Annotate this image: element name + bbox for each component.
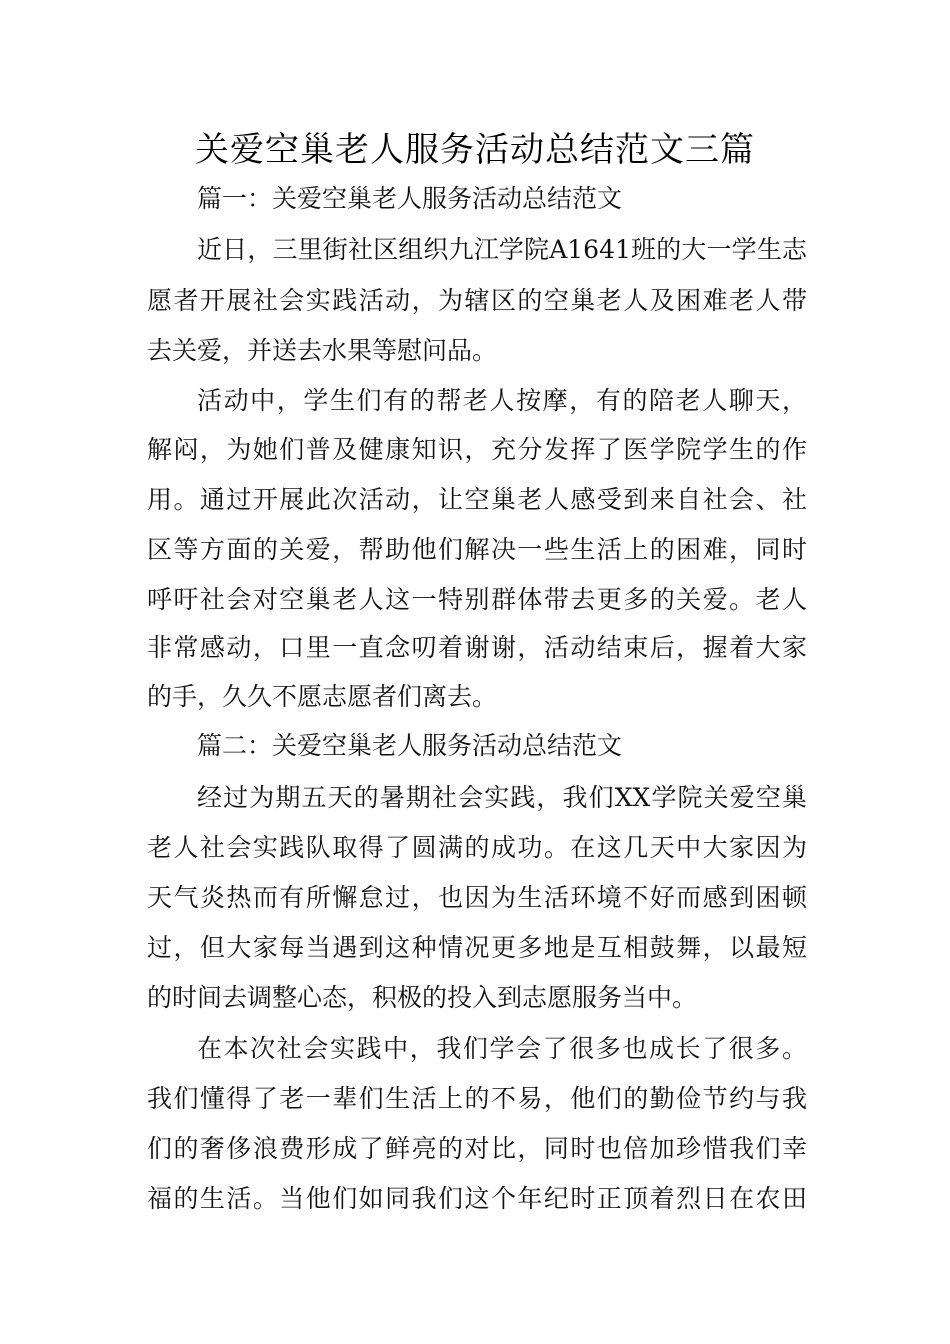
section-heading-2: 篇二：关爱空巢老人服务活动总结范文 [197, 731, 623, 760]
paragraph-line: 福的生活。当他们如同我们这个年纪时正顶着烈日在农田 [147, 1184, 807, 1213]
paragraph-line: 去关爱，并送去水果等慰问品。 [147, 336, 498, 365]
paragraph-line: 活动中，学生们有的帮老人按摩，有的陪老人聊天， [197, 386, 807, 415]
paragraph-line: 的手，久久不愿志愿者们离去。 [147, 682, 498, 711]
paragraph-line: 经过为期五天的暑期社会实践，我们XX学院关爱空巢 [197, 783, 807, 812]
paragraph-line: 近日，三里街社区组织九江学院A1641班的大一学生志 [197, 235, 807, 264]
paragraph-line: 的时间去调整心态，积极的投入到志愿服务当中。 [147, 983, 698, 1012]
paragraph-line: 天气炎热而有所懈怠过，也因为生活环境不好而感到困顿 [147, 883, 807, 912]
paragraph-line: 们的奢侈浪费形成了鲜亮的对比，同时也倍加珍惜我们幸 [147, 1134, 807, 1163]
paragraph-line: 愿者开展社会实践活动，为辖区的空巢老人及困难老人带 [147, 286, 807, 315]
document-title: 关爱空巢老人服务活动总结范文三篇 [195, 130, 755, 170]
paragraph-line: 过，但大家每当遇到这种情况更多地是互相鼓舞，以最短 [147, 933, 807, 962]
paragraph-line: 解闷，为她们普及健康知识，充分发挥了医学院学生的作 [147, 435, 807, 464]
paragraph-line: 在本次社会实践中，我们学会了很多也成长了很多。 [197, 1034, 807, 1063]
paragraph-line: 区等方面的关爱，帮助他们解决一些生活上的困难，同时 [147, 535, 807, 564]
paragraph-line: 我们懂得了老一辈们生活上的不易，他们的勤俭节约与我 [147, 1084, 807, 1113]
paragraph-line: 用。通过开展此次活动，让空巢老人感受到来自社会、社 [147, 485, 807, 514]
paragraph-line: 呼吁社会对空巢老人这一特别群体带去更多的关爱。老人 [147, 585, 807, 614]
paragraph-line: 老人社会实践队取得了圆满的成功。在这几天中大家因为 [147, 833, 807, 862]
section-heading-1: 篇一：关爱空巢老人服务活动总结范文 [197, 184, 623, 213]
paragraph-line: 非常感动，口里一直念叨着谢谢，活动结束后，握着大家 [147, 633, 807, 662]
